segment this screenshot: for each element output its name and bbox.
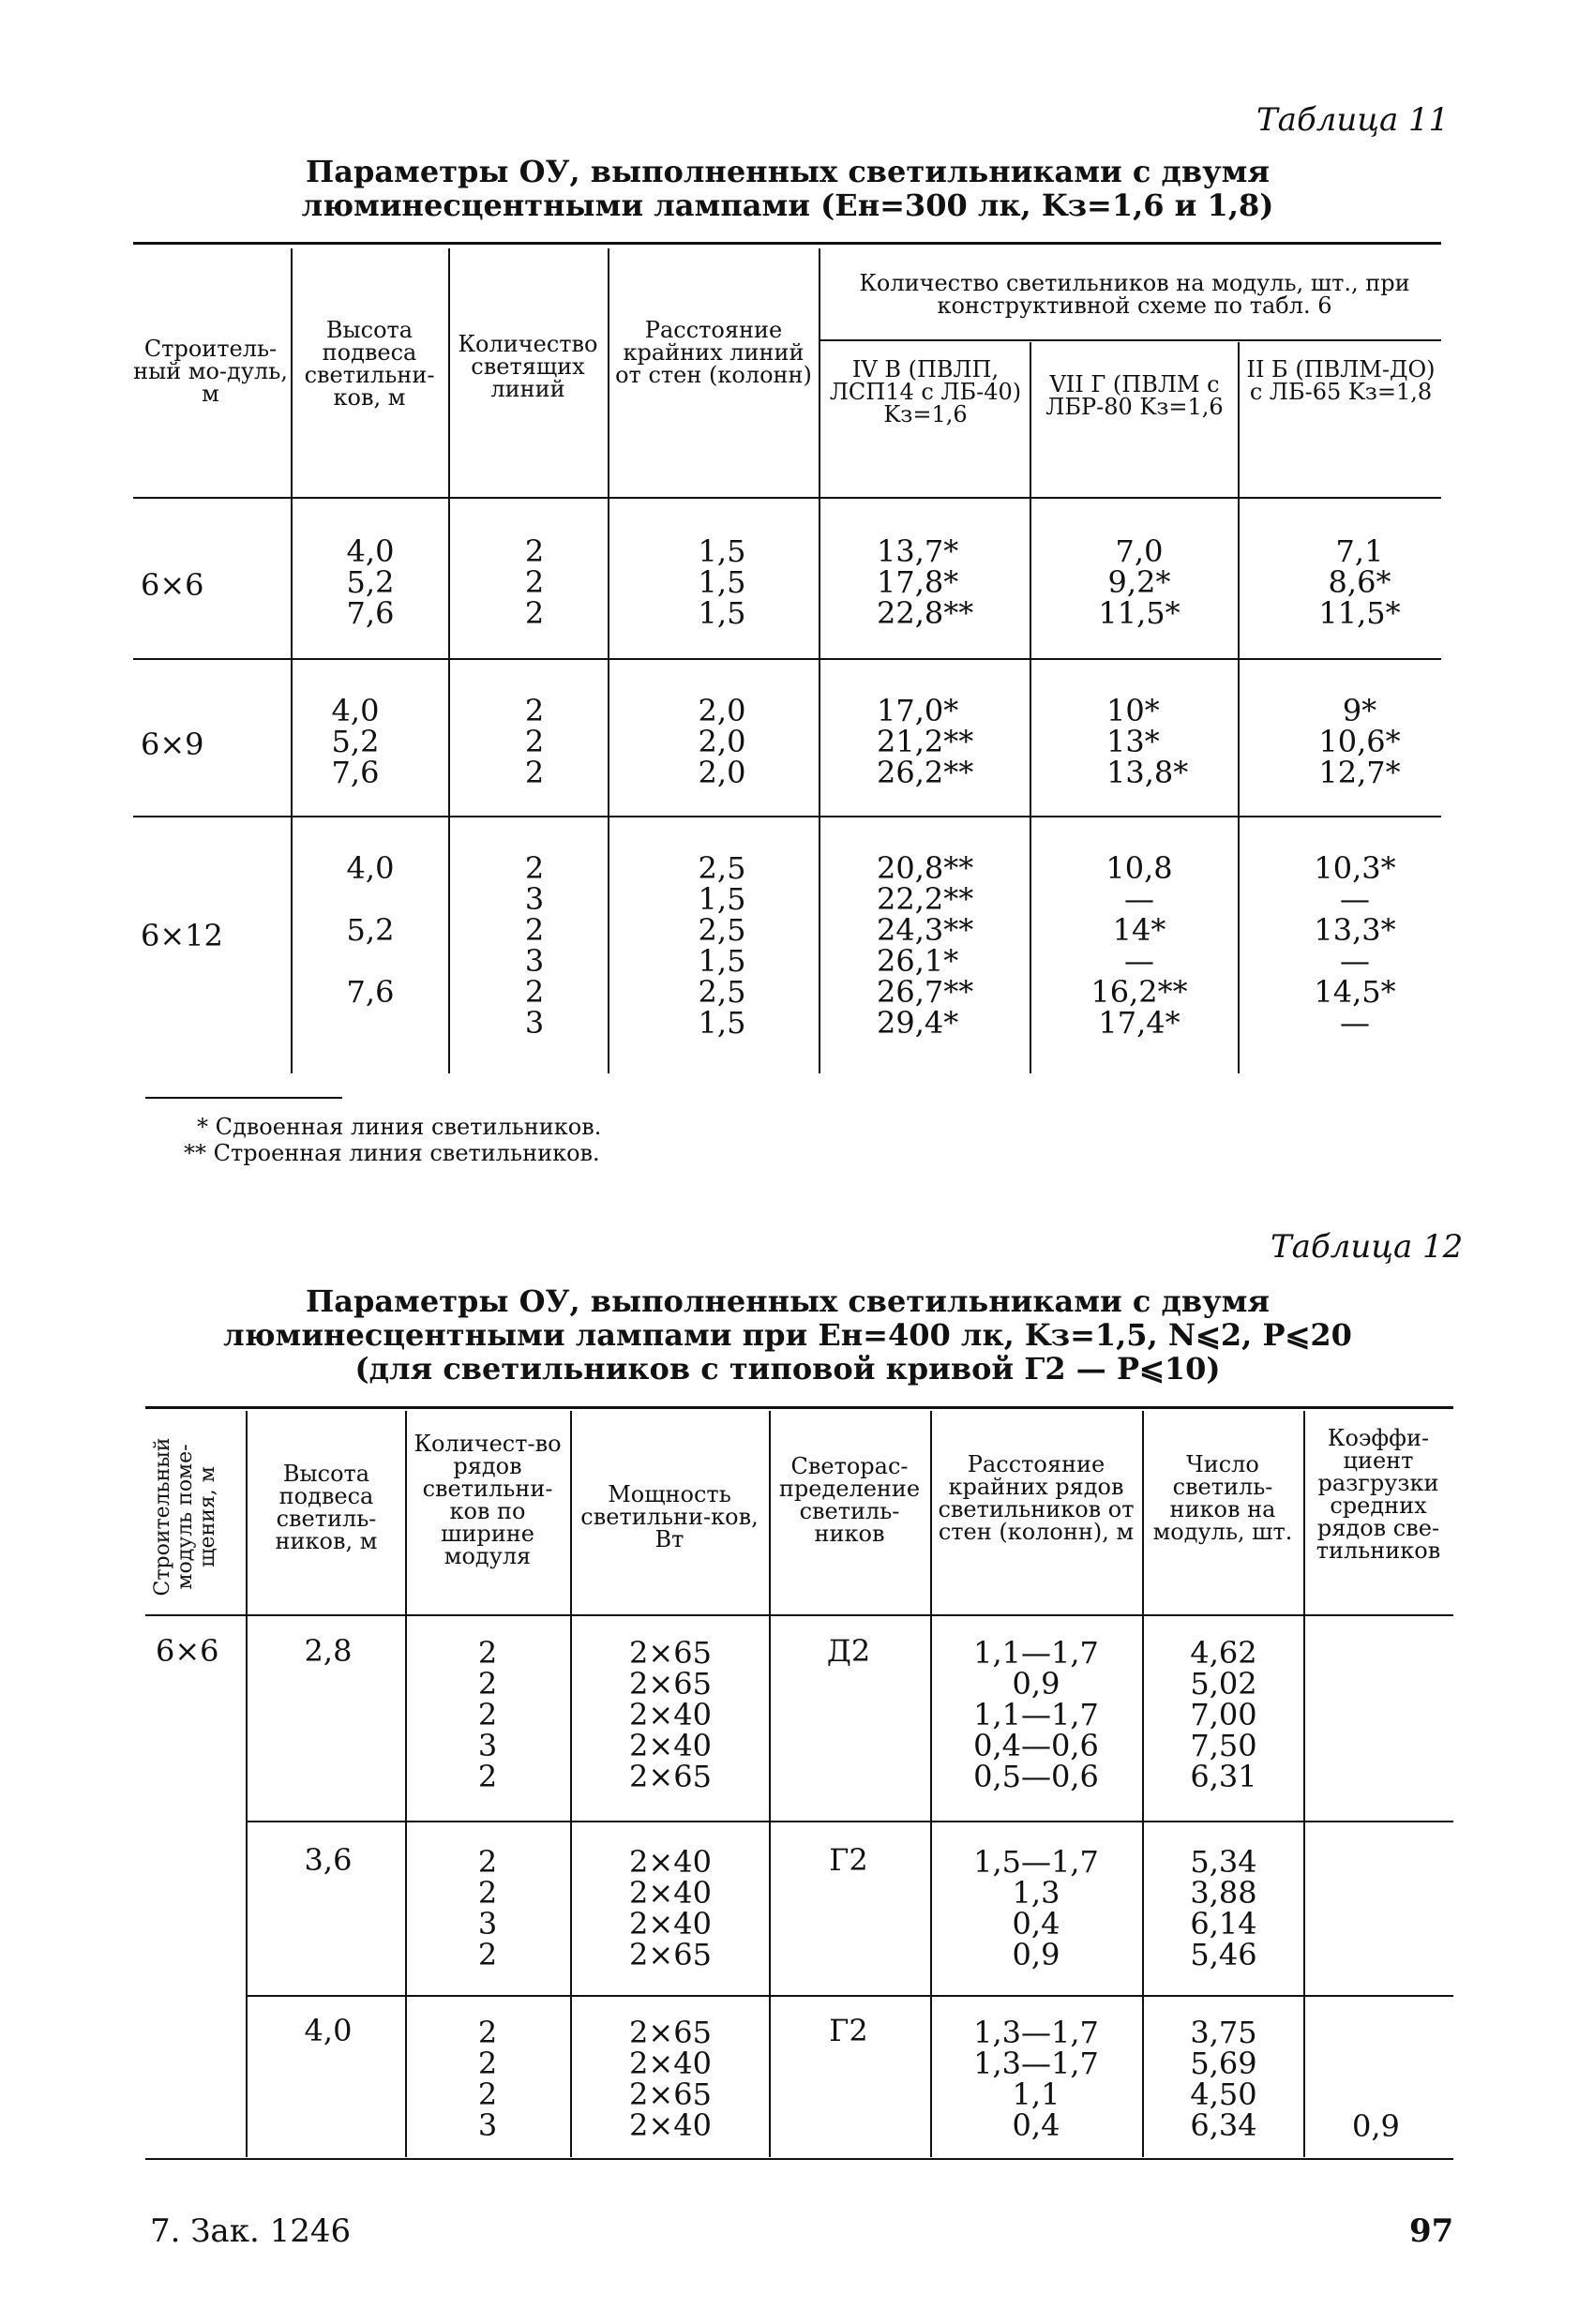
t11-group-rule — [819, 339, 1441, 341]
table12-title-line3: (для светильников с типовой кривой Г2 — P⩽10) — [354, 1351, 1221, 1387]
t12-g1-count: 4,62 5,02 7,00 7,50 6,31 — [1190, 1635, 1257, 1794]
t12-g3-distribution: Г2 — [829, 2013, 868, 2048]
t11-g3-distance: 2,5 1,5 2,5 1,5 2,5 1,5 — [698, 850, 746, 1041]
t12-g2-distribution: Г2 — [829, 1842, 868, 1878]
t11-g2-c3: 9* 10,6* 12,7* — [1318, 693, 1401, 790]
t12-g3-power: 2×65 2×40 2×65 2×40 — [629, 2015, 712, 2143]
table12-label: Таблица 12 — [1271, 1228, 1464, 1266]
t12-vline-1 — [246, 1411, 248, 2157]
t12-g2-power: 2×40 2×40 2×40 2×65 — [629, 1844, 712, 1972]
t12-vline-4 — [769, 1411, 771, 2157]
t12-header-count: Число светиль-ников на модуль, шт. — [1152, 1451, 1293, 1545]
t11-row-rule-2 — [133, 816, 1441, 817]
t12-header-distribution: Светорас-пределение светиль-ников — [778, 1453, 921, 1547]
t11-vline-5 — [1030, 342, 1031, 1073]
t11-vline-1 — [291, 248, 293, 1073]
t11-g2-module: 6×9 — [141, 727, 204, 762]
t12-header-module: Строительный модуль поме-щения, м — [151, 1437, 219, 1597]
t11-g1-lines: 2 2 2 — [524, 533, 545, 631]
t12-g2-count: 5,34 3,88 6,14 5,46 — [1190, 1844, 1257, 1972]
table11-label: Таблица 11 — [1256, 101, 1450, 139]
t11-g3-lines: 2 3 2 3 2 3 — [524, 850, 545, 1041]
t12-vline-5 — [930, 1411, 932, 2157]
t11-footnote-1: * Сдвоенная линия светильников. — [197, 1114, 602, 1140]
t11-header-bottom-rule — [133, 497, 1441, 499]
t11-vline-6 — [1238, 342, 1240, 1073]
t11-g1-distance: 1,5 1,5 1,5 — [698, 533, 746, 631]
t11-g3-c2: 10,8 — 14* — 16,2** 17,4* — [1090, 850, 1188, 1041]
t12-top-rule — [145, 1406, 1453, 1409]
t11-vline-3 — [608, 248, 609, 1073]
t11-g1-module: 6×6 — [141, 567, 204, 603]
table12-title-line2: люминесцентными лампами при Eн=400 лк, Kз=1,5, N⩽2, P⩽20 — [223, 1317, 1352, 1353]
t12-bottom-rule — [145, 2158, 1453, 2160]
t11-header-height: Высота подвеса светильни-ков, м — [304, 317, 435, 411]
t12-g1-rows: 2 2 2 3 2 — [477, 1635, 498, 1794]
t12-g1-distribution: Д2 — [826, 1633, 871, 1669]
t11-header-module: Строитель-ный мо-дуль, м — [133, 336, 288, 407]
t12-header-rows: Количест-во рядов светильни-ков по ширине модуля — [414, 1431, 562, 1569]
t12-g3-height: 4,0 — [304, 2013, 353, 2048]
t11-header-lines: Количество светящих линий — [458, 331, 598, 402]
footer-order-note: 7. Зак. 1246 — [150, 2212, 352, 2250]
t12-vline-3 — [570, 1411, 572, 2157]
table11-title-line1: Параметры ОУ, выполненных светильниками с двумя — [305, 154, 1271, 189]
t12-row-rule-1 — [246, 1821, 1453, 1822]
t11-header-count-group: Количество светильников на модуль, шт., при конструктивной схеме по табл. 6 — [859, 270, 1410, 319]
t12-module: 6×6 — [156, 1633, 219, 1669]
table11-title-line2: люминесцентными лампами (Eн=300 лк, Kз=1,6 и 1,8) — [301, 187, 1274, 223]
t11-g1-c1: 13,7* 17,8* 22,8** — [877, 533, 974, 631]
t12-header-bottom-rule — [145, 1614, 1453, 1616]
t11-g3-module: 6×12 — [141, 918, 223, 953]
page-number: 97 — [1409, 2212, 1454, 2250]
t11-g1-c2: 7,0 9,2* 11,5* — [1098, 533, 1180, 631]
t12-g3-distance: 1,3—1,7 1,3—1,7 1,1 0,4 — [973, 2015, 1099, 2143]
t12-g1-distance: 1,1—1,7 0,9 1,1—1,7 0,4—0,6 0,5—0,6 — [973, 1635, 1099, 1794]
t12-g2-rows: 2 2 3 2 — [477, 1844, 498, 1972]
t12-g3-count: 3,75 5,69 4,50 6,34 — [1190, 2015, 1257, 2143]
t11-g2-lines: 2 2 2 — [524, 693, 545, 790]
t11-g3-height: 4,0 5,2 7,6 — [346, 850, 395, 1010]
t11-g3-c1: 20,8** 22,2** 24,3** 26,1* 26,7** 29,4* — [877, 850, 974, 1041]
t12-g2-distance: 1,5—1,7 1,3 0,4 0,9 — [973, 1844, 1099, 1972]
t11-g1-c3: 7,1 8,6* 11,5* — [1318, 533, 1401, 631]
t12-vline-2 — [405, 1411, 407, 2157]
t11-header-col-iib: II Б (ПВЛМ-ДО) с ЛБ-65 Kз=1,8 — [1246, 356, 1436, 405]
t11-g2-c1: 17,0* 21,2** 26,2** — [877, 693, 974, 790]
t11-vline-2 — [448, 248, 450, 1073]
t12-row-rule-2 — [246, 1995, 1453, 1997]
t11-top-rule — [133, 242, 1441, 245]
t12-header-power: Мощность светильни-ков, Вт — [580, 1481, 759, 1552]
t11-g3-c3: 10,3* — 13,3* — 14,5* — — [1314, 850, 1396, 1041]
t12-g3-coef: 0,9 — [1352, 2108, 1400, 2144]
t12-header-height: Высота подвеса светиль-ников, м — [275, 1461, 378, 1554]
t12-g1-power: 2×65 2×65 2×40 2×40 2×65 — [629, 1635, 712, 1794]
t11-header-distance: Расстояние крайних линий от стен (колонн) — [615, 317, 812, 388]
t12-g2-height: 3,6 — [304, 1842, 353, 1878]
t11-header-col-ivb: IV В (ПВЛП, ЛСП14 с ЛБ-40) Kз=1,6 — [829, 356, 1022, 427]
t11-g2-c2: 10* 13* 13,8* — [1106, 693, 1189, 790]
t11-g1-height: 4,0 5,2 7,6 — [346, 533, 395, 631]
t12-vline-7 — [1303, 1411, 1305, 2157]
t11-footnote-rule — [145, 1097, 342, 1099]
t12-header-coef: Коэффи-циент разгрузки средних рядов све-тильников — [1316, 1425, 1441, 1564]
t11-header-col-viig: VII Г (ПВЛМ с ЛБР-80 Kз=1,6 — [1045, 371, 1224, 420]
t12-header-distance: Расстояние крайних рядов светильников от стен (колонн), м — [938, 1451, 1135, 1545]
t11-footnote-2: ** Строенная линия светильников. — [184, 1140, 600, 1166]
t11-g2-height: 4,0 5,2 7,6 — [331, 693, 380, 790]
t12-g1-height: 2,8 — [304, 1633, 353, 1669]
t11-row-rule-1 — [133, 658, 1441, 660]
table12-title-line1: Параметры ОУ, выполненных светильниками с двумя — [305, 1283, 1271, 1319]
t12-g3-rows: 2 2 2 3 — [477, 2015, 498, 2143]
t11-g2-distance: 2,0 2,0 2,0 — [698, 693, 746, 790]
t12-vline-6 — [1142, 1411, 1144, 2157]
t11-vline-4 — [819, 248, 820, 1073]
